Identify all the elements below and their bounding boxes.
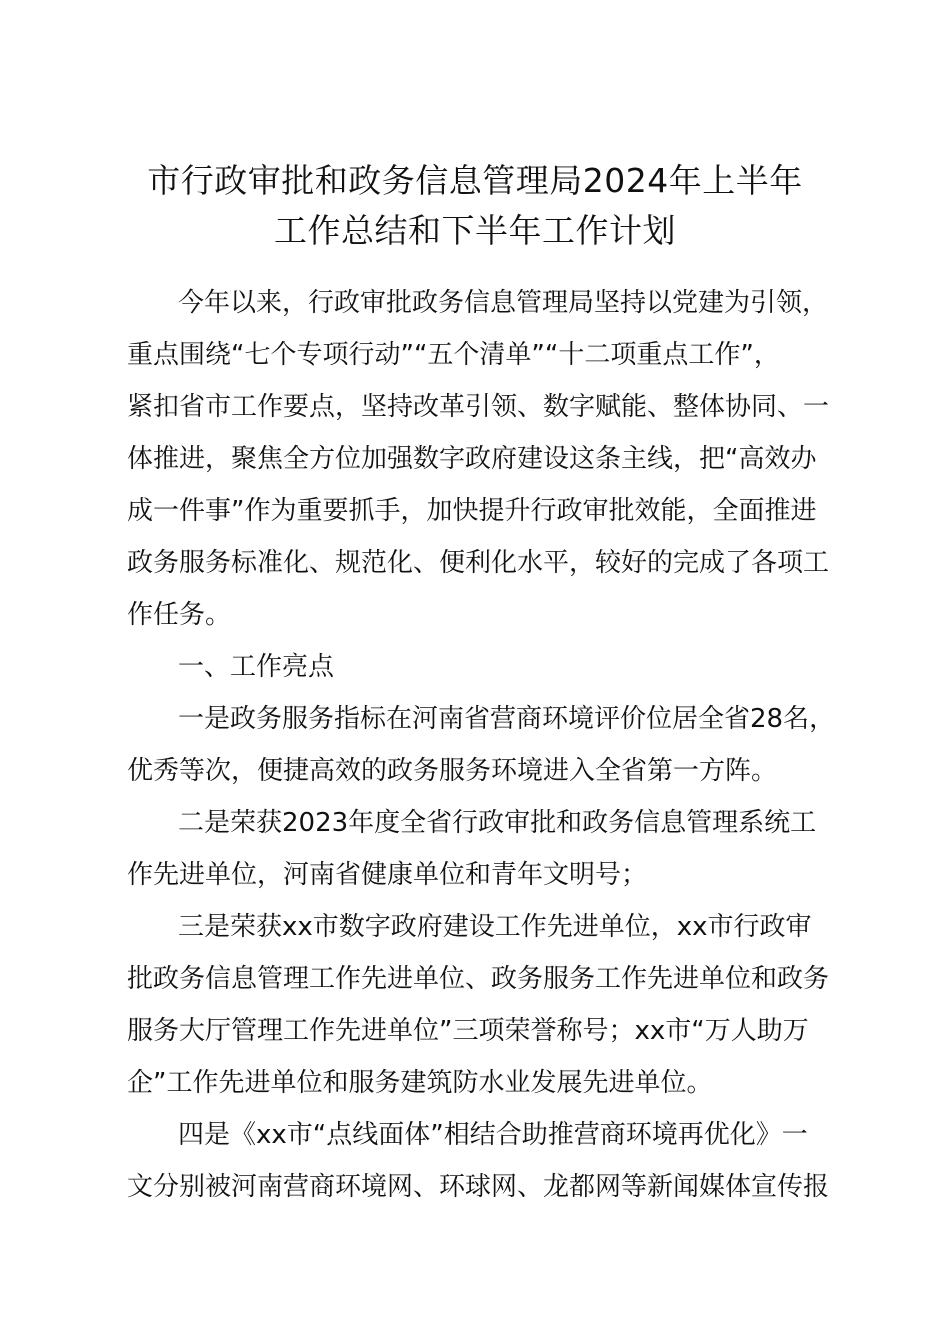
paragraph-line: 紧扣省市工作要点，坚持改革引领、数字赋能、整体协同、一 — [127, 392, 830, 422]
paragraph-line: 政务服务标准化、规范化、便利化水平，较好的完成了各项工 — [127, 548, 830, 578]
paragraph-line: 批政务信息管理工作先进单位、政务服务工作先进单位和政务 — [127, 964, 830, 994]
paragraph-line: 体推进，聚焦全方位加强数字政府建设这条主线，把“高效办 — [127, 444, 817, 474]
paragraph-line: 二是荣获2023年度全省行政审批和政务信息管理系统工 — [178, 808, 817, 838]
paragraph-line: 重点围绕“七个专项行动”“五个清单”“十二项重点工作”， — [127, 340, 780, 370]
paragraph-line: 作先进单位，河南省健康单位和青年文明号； — [127, 860, 648, 890]
paragraph-line: 企”工作先进单位和服务建筑防水业发展先进单位。 — [127, 1068, 713, 1098]
paragraph-line: 三是荣获xx市数字政府建设工作先进单位，xx市行政审 — [178, 912, 812, 942]
paragraph-line: 服务大厅管理工作先进单位”三项荣誉称号；xx市“万人助万 — [127, 1016, 809, 1046]
paragraph-line: 作任务。 — [127, 600, 232, 630]
paragraph-line: 优秀等次，便捷高效的政务服务环境进入全省第一方阵。 — [127, 756, 778, 786]
document-title-line-2: 工作总结和下半年工作计划 — [274, 211, 676, 250]
paragraph-line: 今年以来，行政审批政务信息管理局坚持以党建为引领， — [178, 288, 829, 318]
section-heading: 一、工作亮点 — [178, 652, 335, 682]
paragraph-line: 成一件事”作为重要抓手，加快提升行政审批效能，全面推进 — [127, 496, 817, 526]
paragraph-line: 一是政务服务指标在河南省营商环境评价位居全省28名， — [178, 704, 836, 734]
paragraph-line: 四是《xx市“点线面体”相结合助推营商环境再优化》一 — [178, 1120, 808, 1150]
document-title-line-1: 市行政审批和政务信息管理局2024年上半年 — [147, 161, 803, 200]
paragraph-line: 文分别被河南营商环境网、环球网、龙都网等新闻媒体宣传报 — [127, 1172, 830, 1202]
